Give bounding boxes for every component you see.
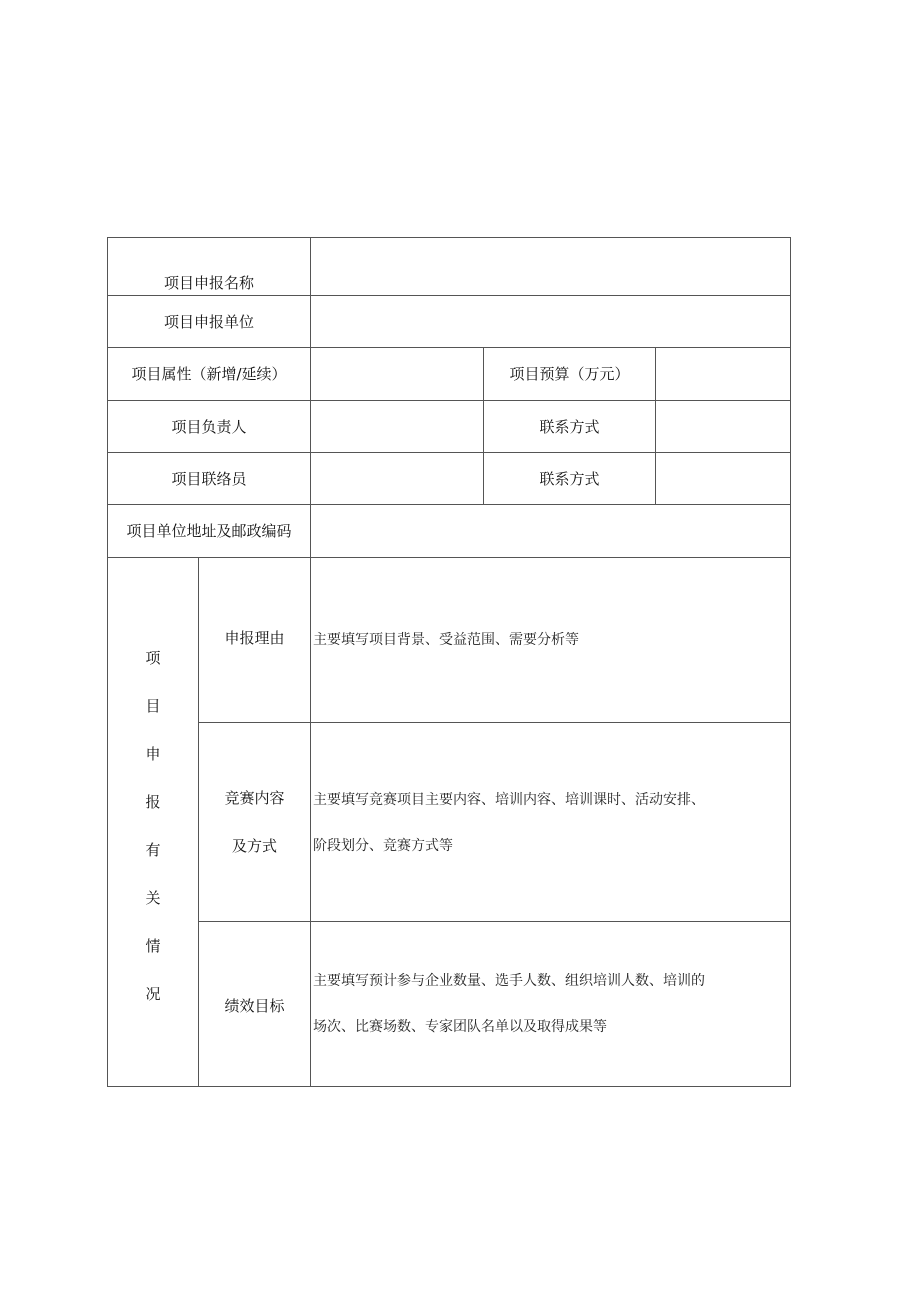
goals-label: 绩效目标 bbox=[224, 997, 285, 1015]
reason-field[interactable] bbox=[310, 557, 791, 723]
vertical-char: 申 bbox=[145, 745, 161, 763]
content-label-line2: 及方式 bbox=[231, 837, 277, 855]
reason-hint: 主要填写项目背景、受益范围、需要分析等 bbox=[313, 632, 579, 648]
budget-label-cell bbox=[483, 347, 656, 401]
content-hint-line1: 主要填写竞赛项目主要内容、培训内容、培训课时、活动安排、 bbox=[313, 792, 705, 808]
liaison-field[interactable] bbox=[310, 452, 484, 505]
liaison-label: 项目联络员 bbox=[171, 469, 247, 488]
vertical-char: 关 bbox=[145, 889, 161, 907]
section-vertical-header bbox=[107, 557, 199, 1087]
project-application-form bbox=[108, 238, 791, 1087]
content-label-cell bbox=[198, 722, 311, 922]
goals-hint-line1: 主要填写预计参与企业数量、选手人数、组织培训人数、培训的 bbox=[313, 973, 705, 989]
address-label: 项目单位地址及邮政编码 bbox=[126, 522, 292, 540]
leader-label: 项目负责人 bbox=[171, 417, 247, 436]
applicant-unit-label-cell bbox=[107, 295, 311, 348]
attribute-field[interactable] bbox=[310, 347, 484, 401]
content-label-line1: 竞赛内容 bbox=[224, 789, 285, 807]
project-name-label: 项目申报名称 bbox=[163, 274, 254, 292]
applicant-unit-label: 项目申报单位 bbox=[163, 312, 254, 331]
content-field[interactable] bbox=[310, 722, 791, 922]
liaison-contact-field[interactable] bbox=[655, 452, 791, 505]
vertical-char: 况 bbox=[145, 985, 161, 1003]
goals-label-cell bbox=[198, 921, 311, 1087]
address-label-cell bbox=[107, 504, 311, 558]
vertical-char: 报 bbox=[145, 793, 161, 811]
leader-label-cell bbox=[107, 400, 311, 453]
leader-contact-field[interactable] bbox=[655, 400, 791, 453]
vertical-char: 有 bbox=[145, 841, 161, 859]
vertical-char: 目 bbox=[145, 697, 161, 715]
budget-label: 项目预算（万元） bbox=[509, 365, 630, 383]
budget-field[interactable] bbox=[655, 347, 791, 401]
goals-hint-line2: 场次、比赛场数、专家团队名单以及取得成果等 bbox=[313, 1019, 607, 1035]
liaison-contact-label: 联系方式 bbox=[539, 469, 600, 488]
reason-label: 申报理由 bbox=[224, 629, 285, 647]
vertical-char: 项 bbox=[145, 649, 161, 667]
applicant-unit-field[interactable] bbox=[310, 295, 791, 348]
project-name-label-cell bbox=[107, 237, 311, 296]
attribute-label-cell bbox=[107, 347, 311, 401]
leader-field[interactable] bbox=[310, 400, 484, 453]
leader-contact-label-cell bbox=[483, 400, 656, 453]
goals-field[interactable] bbox=[310, 921, 791, 1087]
vertical-char: 情 bbox=[145, 937, 161, 955]
attribute-label: 项目属性（新增/延续） bbox=[131, 365, 287, 383]
liaison-contact-label-cell bbox=[483, 452, 656, 505]
address-field[interactable] bbox=[310, 504, 791, 558]
project-name-field[interactable] bbox=[310, 237, 791, 296]
liaison-label-cell bbox=[107, 452, 311, 505]
content-hint-line2: 阶段划分、竞赛方式等 bbox=[313, 838, 453, 854]
leader-contact-label: 联系方式 bbox=[539, 417, 600, 436]
reason-label-cell bbox=[198, 557, 311, 723]
